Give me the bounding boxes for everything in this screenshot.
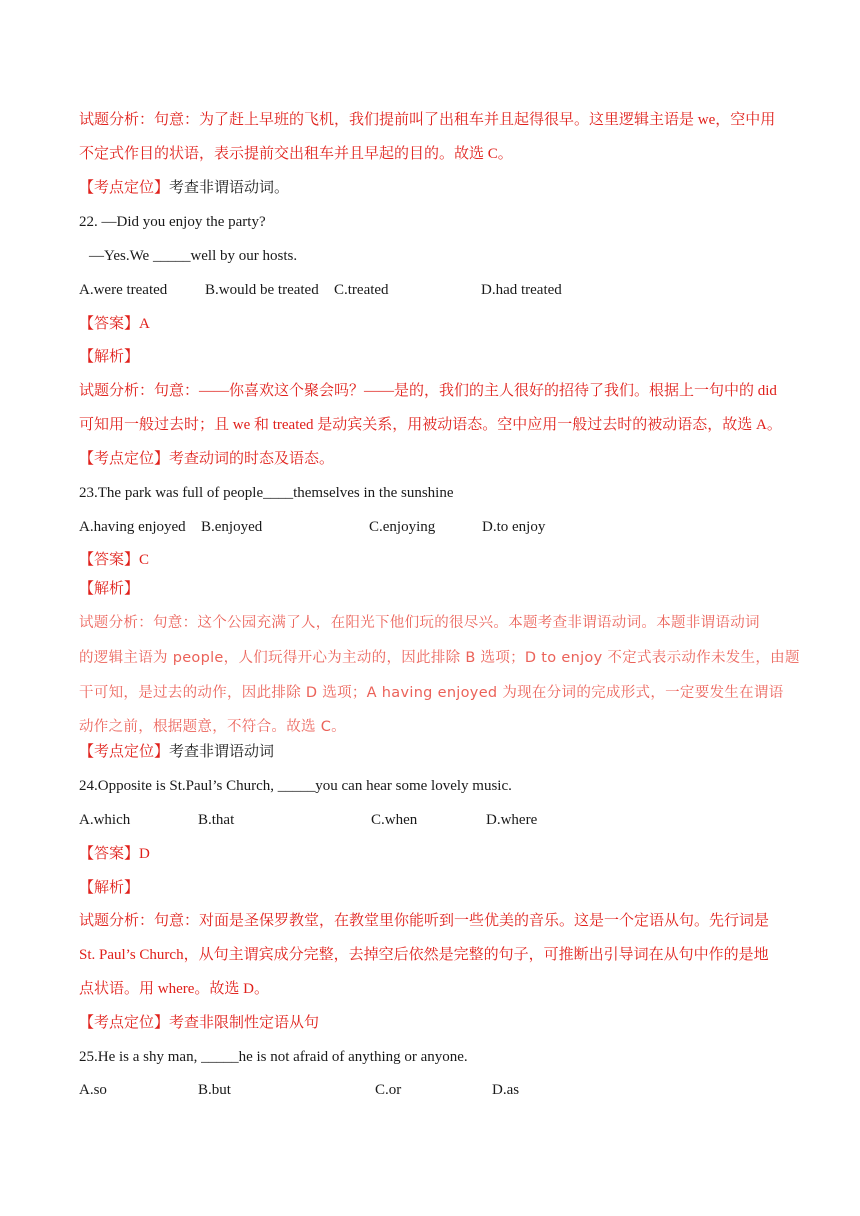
q25-option-a: A.so — [79, 1082, 107, 1098]
q22-option-a: A.were treated — [79, 282, 168, 298]
q25-stem: 25.He is a shy man, _____he is not afraid of anything or anyone. — [79, 1049, 468, 1065]
answer-value: C — [139, 552, 150, 568]
kaodian-label: 【考点定位】 — [79, 180, 170, 196]
q24-option-a: A.which — [79, 812, 131, 828]
q22-kaodian — [79, 449, 334, 469]
answer-label: 【答案】 — [79, 316, 140, 332]
q24-stem: 24.Opposite is St.Paul’s Church, _____you can hear some lovely music. — [79, 778, 512, 794]
q22-option-c: C.treated — [334, 282, 389, 298]
q24-answer — [79, 844, 150, 864]
q24-analysis-label: 【解析】 — [79, 880, 140, 896]
q23-analysis-line-2: 的逻辑主语为 people，人们玩得开心为主动的，因此排除 B 选项；D to enjoy 不定式表示动作未发生，由题 — [79, 650, 800, 666]
q25-option-d: D.as — [492, 1082, 520, 1098]
q24-option-b: B.that — [198, 812, 235, 828]
q22-answer — [79, 314, 150, 334]
q21-analysis-line-1: 试题分析：句意：为了赶上早班的飞机，我们提前叫了出租车并且起得很早。这里逻辑主语是 we，空中用 — [79, 112, 776, 128]
answer-label: 【答案】 — [79, 552, 140, 568]
q22-analysis-label: 【解析】 — [79, 349, 140, 365]
q24-analysis-line-3: 点状语。用 where。故选 D。 — [79, 981, 269, 997]
answer-value: A — [139, 316, 150, 332]
kaodian-text: 考查非谓语动词 — [169, 744, 275, 760]
q23-analysis-line-1: 试题分析：句意：这个公园充满了人，在阳光下他们玩的很尽兴。本题考查非谓语动词。本题非谓语动词 — [79, 615, 760, 631]
q23-analysis-line-4: 动作之前，根据题意，不符合。故选 C。 — [79, 719, 346, 735]
q22-stem-1: 22. —Did you enjoy the party? — [79, 214, 266, 230]
kaodian-text: 考查动词的时态及语态。 — [169, 451, 335, 467]
q23-option-d: D.to enjoy — [482, 519, 546, 535]
q22-option-b: B.would be treated — [205, 282, 319, 298]
q24-analysis-line-2: St. Paul’s Church，从句主谓宾成分完整，去掉空后依然是完整的句子，可推断出引导词在从句中作的是地 — [79, 947, 769, 963]
answer-value: D — [139, 846, 150, 862]
q22-analysis-line-1: 试题分析：句意：——你喜欢这个聚会吗？——是的，我们的主人很好的招待了我们。根据上一句中的 did — [79, 383, 777, 399]
q23-option-c: C.enjoying — [369, 519, 436, 535]
answer-label: 【答案】 — [79, 846, 140, 862]
kaodian-text: 考查非谓语动词。 — [169, 180, 290, 196]
kaodian-label: 【考点定位】 — [79, 1015, 170, 1031]
q21-kaodian — [79, 178, 289, 198]
q23-analysis-line-3: 干可知，是过去的动作，因此排除 D 选项；A having enjoyed 为现在分词的完成形式，一定要发生在谓语 — [79, 685, 784, 701]
q23-stem: 23.The park was full of people____themselves in the sunshine — [79, 485, 454, 501]
q22-stem-2: —Yes.We _____well by our hosts. — [89, 248, 298, 264]
q25-option-b: B.but — [198, 1082, 231, 1098]
kaodian-label: 【考点定位】 — [79, 451, 170, 467]
q24-kaodian — [79, 1013, 319, 1033]
q21-analysis-line-2: 不定式作目的状语，表示提前交出租车并且早起的目的。故选 C。 — [79, 146, 513, 162]
q23-option-a: A.having enjoyed — [79, 519, 186, 535]
q24-analysis-line-1: 试题分析：句意：对面是圣保罗教堂，在教堂里你能听到一些优美的音乐。这是一个定语从句。先行词是 — [79, 913, 770, 929]
q24-option-c: C.when — [371, 812, 418, 828]
q22-analysis-line-2: 可知用一般过去时；且 we 和 treated 是动宾关系，用被动语态。空中应用一般过去时的被动语态，故选 A。 — [79, 417, 782, 433]
kaodian-label: 【考点定位】 — [79, 744, 170, 760]
q23-answer — [79, 550, 149, 570]
q23-kaodian — [79, 742, 274, 762]
q23-option-b: B.enjoyed — [201, 519, 263, 535]
kaodian-text: 考查非限制性定语从句 — [169, 1015, 320, 1031]
q23-analysis-label: 【解析】 — [79, 581, 140, 597]
q25-option-c: C.or — [375, 1082, 402, 1098]
q24-option-d: D.where — [486, 812, 538, 828]
q22-option-d: D.had treated — [481, 282, 562, 298]
